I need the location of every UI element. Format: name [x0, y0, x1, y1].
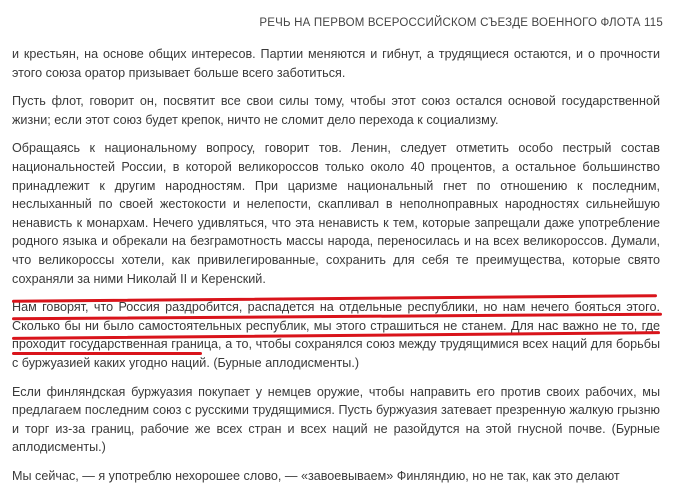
paragraph-4-highlighted: Нам говорят, что Россия раздробится, распадется на отдельные республики, но нам нечего бояться этого. Сколько бы ни было самостоятельных республик, мы этого страшиться не станем. Для нас важно не то, где проходит государственная граница, а то, чтобы сохранялся союз между трудящимися всех наций для борьбы с буржуазией каких угодно наций. (Бурные аплодисменты.) [12, 300, 660, 370]
running-head: РЕЧЬ НА ПЕРВОМ ВСЕРОССИЙСКОМ СЪЕЗДЕ ВОЕННОГО ФЛОТА 115 [259, 17, 663, 29]
red-underline-4 [12, 352, 202, 355]
paragraph-6: Мы сейчас, — я употреблю нехорошее слово, — «завоевываем» Финляндию, но не так, как это делают [12, 468, 620, 483]
paragraph-5: Если финляндская буржуазия покупает у немцев оружие, чтобы направить его против своих рабочих, мы предлагаем последним союз с русскими трудящимися. Пусть буржуазия затевает презренную жалкую грызню и торг из-за границ, рабочие же всех стран и всех наций не разойдутся на этой гнусной почве. (Бурные аплодисменты.) [12, 384, 660, 455]
body-text [12, 45, 660, 495]
paragraph-3: Обращаясь к национальному вопросу, говорит тов. Ленин, следует отметить особо пестрый состав национальностей России, в которой великороссов только около 40 процентов, а остальное большинство принадлежит к другим народностям. При царизме национальный гнет по отношению к последним, неслыханный по своей жестокости и нелепости, скапливал в неполноправных народностях сильнейшую ненависть к монархам. Нечего удивляться, что эта ненависть к тем, которые запрещали даже употребление родного языка и обрекали на безграмотность массы народа, переносилась и на всех великороссов. Думали, что великороссы хотели, как привилегированные, сохранить для себя те преимущества, которые свято сохраняли за ними Николай II и Керенский. [12, 141, 660, 286]
paragraph-2: Пусть флот, говорит он, посвятит все свои силы тому, чтобы этот союз остался основой государственной жизни; если этот союз будет крепок, ничто не сломит дело перехода к социализму. [12, 94, 660, 127]
paragraph-1: и крестьян, на основе общих интересов. Партии меняются и гибнут, а трудящиеся остаются, и о прочности этого союза оратор призывает больше всего заботиться. [12, 47, 660, 80]
